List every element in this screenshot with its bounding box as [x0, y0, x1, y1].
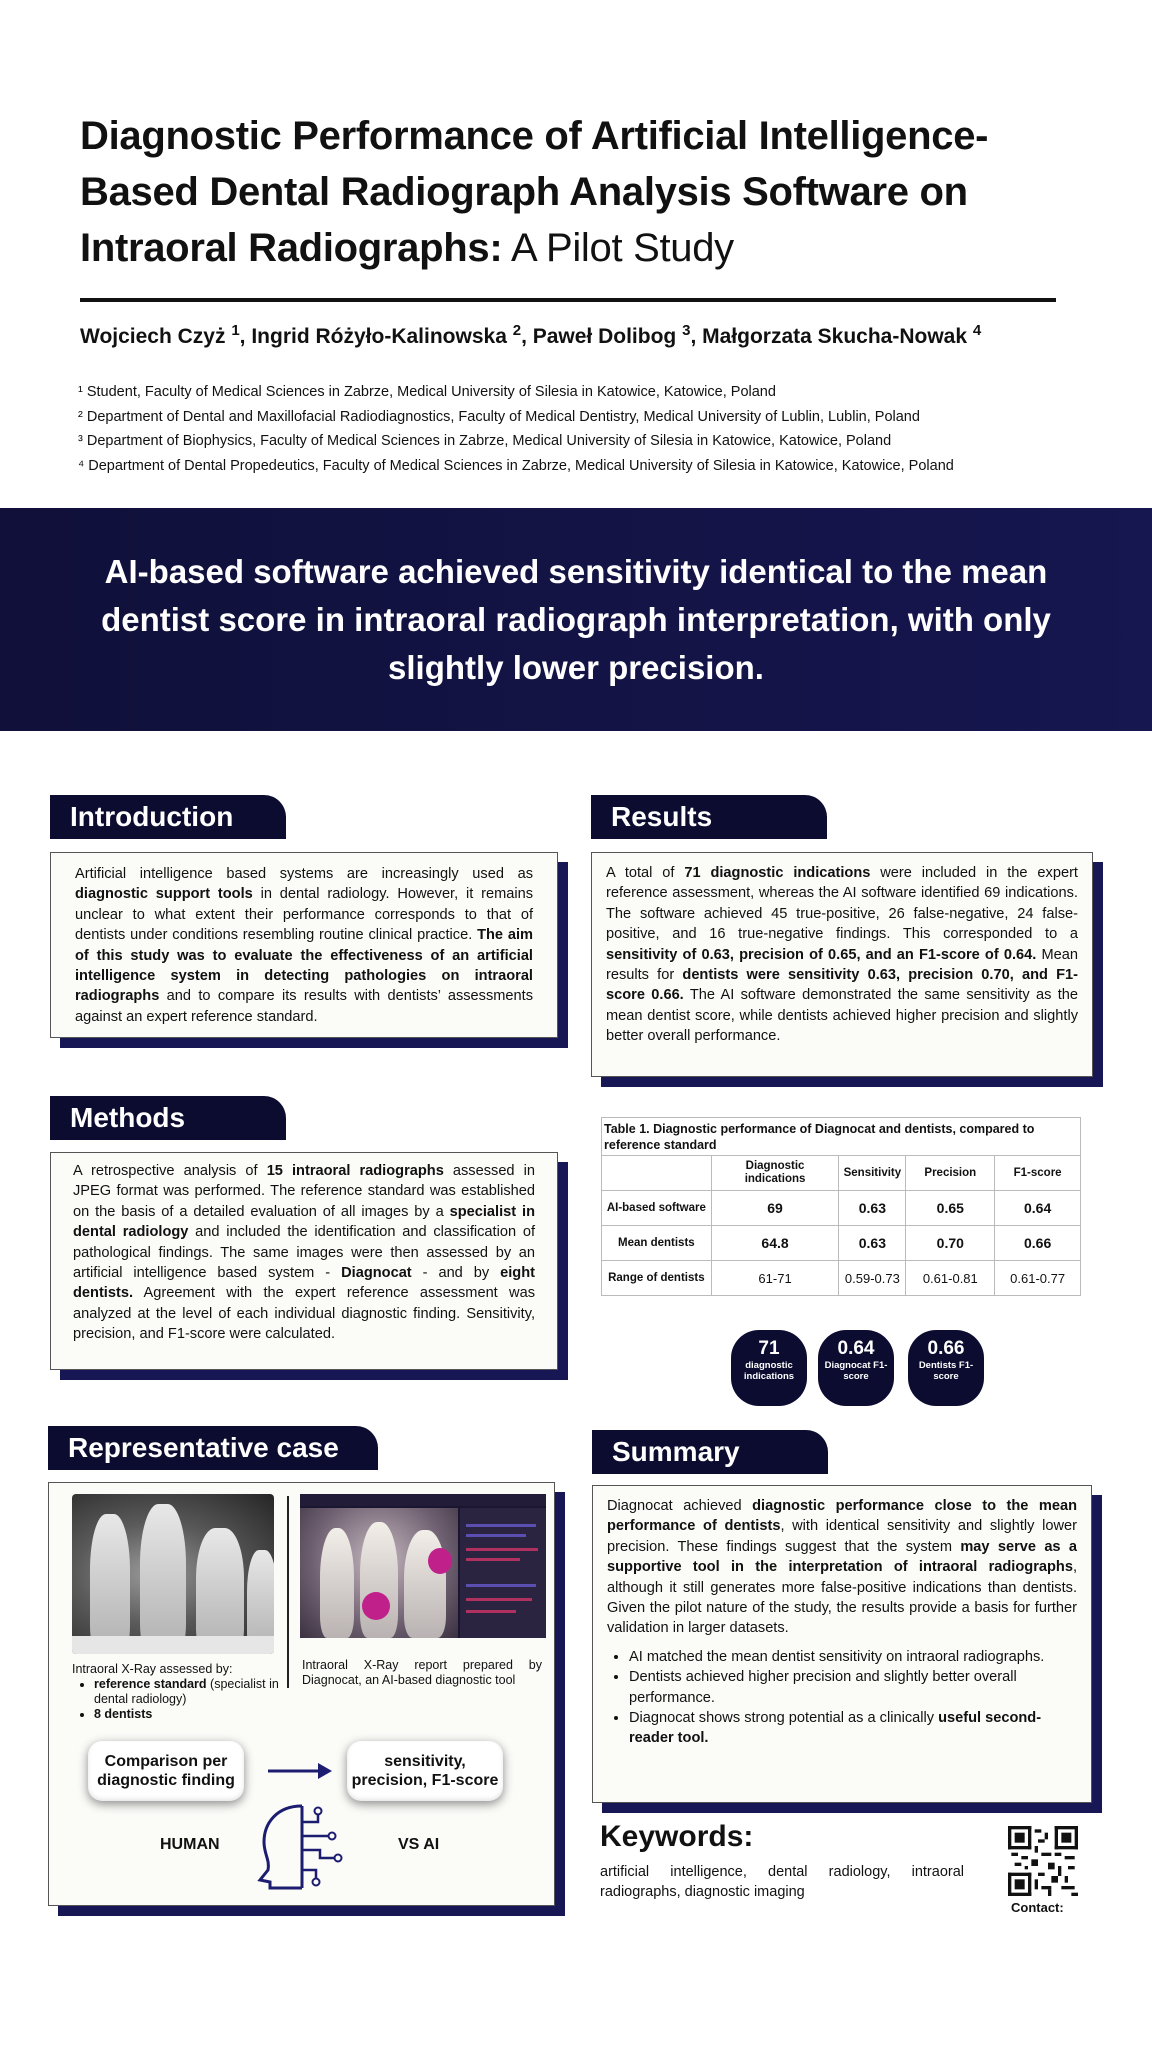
key-message-banner [0, 508, 1152, 731]
author-sup: 2 [512, 322, 522, 339]
table-row [602, 1261, 1081, 1296]
table-caption: Table 1. Diagnostic performance of Diagnocat and dentists, compared to reference standard [601, 1117, 1081, 1155]
caption-bold: reference standard [94, 1677, 207, 1691]
table-row-label: AI-based software [602, 1191, 712, 1226]
table-row [602, 1226, 1081, 1261]
table-row-label: Range of dentists [602, 1261, 712, 1296]
stat-value: 71 [758, 1338, 780, 1359]
caption-intro: Intraoral X-Ray assessed by: [72, 1662, 233, 1676]
caption-original-xray [72, 1662, 288, 1722]
methods-bold: 15 intraoral radiographs [266, 1163, 444, 1179]
caption-diagnocat-report: Intraoral X-Ray report prepared by Diagnocat, an AI-based diagnostic tool [302, 1658, 542, 1687]
table-cell: 0.64 [995, 1191, 1081, 1226]
results-card [591, 852, 1093, 1077]
contact-label: Contact: [1011, 1900, 1064, 1915]
results-bold: dentists were sensitivity 0.63, precision 0.70, and F1-score 0.66. [606, 967, 1078, 1004]
caption-list-item [94, 1677, 288, 1707]
bullet-text: Diagnocat shows strong potential as a clinically [629, 1710, 939, 1727]
methods-text: - and by [411, 1265, 501, 1282]
methods-card [50, 1152, 558, 1370]
author-separator: , [521, 325, 533, 348]
results-table [601, 1117, 1081, 1296]
affiliation-item: ² Department of Dental and Maxillofacial Radiodiagnostics, Faculty of Medical Dentistry, Medical University of Lublin, Lublin, Poland [78, 408, 920, 425]
results-text: A total of [606, 865, 685, 881]
intro-text: and to compare its results with dentists’ assessments against an expert reference standard. [75, 988, 533, 1025]
bullet-bold: useful second-reader tool. [629, 1710, 1042, 1747]
poster-title [80, 108, 1080, 276]
introduction-heading: Introduction [50, 795, 286, 839]
table-header-cell: Sensitivity [839, 1156, 906, 1191]
methods-heading: Methods [50, 1096, 286, 1140]
affiliation-item: ¹ Student, Faculty of Medical Sciences in Zabrze, Medical University of Silesia in Katowice, Katowice, Poland [78, 384, 776, 400]
stat-badge-diagnocat-f1 [818, 1330, 894, 1406]
summary-bullet: • Dentists achieved higher precision and slightly better overall performance. [629, 1667, 1077, 1708]
table-header-cell: F1-score [995, 1156, 1081, 1191]
results-bold: sensitivity of 0.63, precision of 0.65, and an F1-score of 0.64. [606, 946, 1037, 963]
qr-code-icon[interactable] [1008, 1826, 1078, 1896]
intro-text: Artificial intelligence based systems are increasingly used as [75, 866, 533, 882]
comparison-pill: Comparison per diagnostic finding [88, 1741, 244, 1801]
author-separator: , [239, 325, 252, 348]
results-text: The AI software demonstrated the same sensitivity as the mean dentist score, while dentists achieved higher precision and slightly better overall performance. [606, 987, 1078, 1045]
keywords-heading: Keywords: [600, 1820, 754, 1853]
table-cell: 0.61-0.81 [906, 1261, 995, 1296]
table-cell: 61-71 [711, 1261, 839, 1296]
table-cell: 0.66 [995, 1226, 1081, 1261]
stat-value: 0.66 [927, 1338, 965, 1359]
summary-bullets [629, 1647, 1077, 1749]
xray-image-original [72, 1494, 274, 1654]
stat-label: Diagnocat F1-score [824, 1360, 888, 1382]
keywords-text: artificial intelligence, dental radiology, intraoral radiographs, diagnostic imaging [600, 1864, 964, 1900]
introduction-card [50, 852, 558, 1038]
author-sup: 3 [682, 322, 691, 339]
methods-bold: eight dentists. [73, 1265, 535, 1302]
author-name: Małgorzata Skucha-Nowak [702, 325, 968, 348]
human-ai-head-icon [256, 1800, 348, 1890]
summary-text: , with identical sensitivity and slightly lower precision. These findings suggest that the system [607, 1518, 1077, 1555]
results-text: were included in the expert reference assessment, whereas the AI software identified 69 indications. The software achieved 45 true-positive, 26 false-negative, 24 false-positive, and 16 true-negative findings. This corresponded to a [606, 865, 1078, 943]
human-label: HUMAN [160, 1836, 220, 1853]
summary-paragraph [607, 1496, 1077, 1639]
caption-text: (specialist in dental radiology) [94, 1677, 279, 1706]
summary-text: Diagnocat achieved [607, 1498, 753, 1514]
table-row-label: Mean dentists [602, 1226, 712, 1261]
table-header-cell [602, 1156, 712, 1191]
affiliation-item: ⁴ Department of Dental Propedeutics, Faculty of Medical Sciences in Zabrze, Medical University of Silesia in Katowice, Katowice, Poland [78, 457, 954, 474]
title-bold: Diagnostic Performance of Artificial Intelligence-Based Dental Radiograph Analysis Software on Intraoral Radiographs: [80, 114, 989, 270]
arrow-right-icon [266, 1760, 334, 1782]
summary-bold: diagnostic performance close to the mean performance of dentists [607, 1498, 1077, 1535]
methods-text: A retrospective analysis of [73, 1163, 267, 1179]
intro-bold: The aim of this study was to evaluate the effectiveness of an artificial intelligence system in detecting pathologies on intraoral radiographs [75, 927, 533, 1005]
methods-text: and included the identification and classification of pathological findings. The same images were then assessed by an artificial intelligence based system - [73, 1224, 535, 1282]
stat-value: 0.64 [837, 1338, 875, 1359]
table-cell: 0.61-0.77 [995, 1261, 1081, 1296]
table-header-cell: Diagnostic indications [711, 1156, 839, 1191]
results-heading: Results [591, 795, 827, 839]
table-row [602, 1191, 1081, 1226]
table-cell: 69 [711, 1191, 839, 1226]
table-cell: 0.63 [839, 1191, 906, 1226]
table-cell: 64.8 [711, 1226, 839, 1261]
author-name: Wojciech Czyż [80, 325, 226, 348]
stat-badge-indications [731, 1330, 807, 1406]
methods-text: assessed in JPEG format was performed. The reference standard was established on the basis of a detailed evaluation of all images by a [73, 1163, 535, 1220]
author-separator: , [690, 325, 703, 348]
table-cell: 0.59-0.73 [839, 1261, 906, 1296]
table-cell: 0.63 [839, 1226, 906, 1261]
summary-card [592, 1485, 1092, 1803]
table-cell: 0.65 [906, 1191, 995, 1226]
results-bold: 71 diagnostic indications [684, 865, 871, 881]
metrics-pill: sensitivity, precision, F1-score [347, 1741, 503, 1801]
key-message-text: AI-based software achieved sensitivity identical to the mean dentist score in intraoral radiograph interpretation, with only slightly lower precision. [101, 552, 1051, 686]
title-divider [80, 298, 1056, 302]
affiliations [78, 380, 1128, 478]
stat-label: diagnostic indications [743, 1360, 795, 1382]
methods-text: Agreement with the expert reference assessment was analyzed at the level of each individual diagnostic finding. Sensitivity, precision, and F1-score were calculated. [73, 1285, 535, 1343]
author-name: Ingrid Różyło-Kalinowska [251, 325, 507, 348]
summary-bullet: • AI matched the mean dentist sensitivity on intraoral radiographs. [629, 1647, 1077, 1667]
authors-line [80, 322, 1120, 349]
author-name: Paweł Dolibog [532, 325, 677, 348]
summary-heading: Summary [592, 1430, 828, 1474]
vs-ai-label: VS AI [398, 1836, 440, 1853]
results-text: Mean results for [606, 946, 1078, 984]
caption-bold: 8 dentists [94, 1707, 153, 1721]
summary-bullet [629, 1708, 1077, 1749]
stat-label: Dentists F1-score [918, 1360, 974, 1382]
intro-bold: diagnostic support tools [75, 886, 253, 903]
title-light: A Pilot Study [502, 226, 734, 270]
caption-list-item [94, 1707, 288, 1722]
author-sup: 4 [972, 322, 982, 339]
table-header-row [602, 1156, 1081, 1191]
summary-text: , although it still generates more false-positive indications than dentists. Given the pilot nature of the study, the results provide a basis for further validation in larger datasets. [607, 1559, 1077, 1637]
intro-text: in dental radiology. However, it remains unclear to what extent their performance corresponds to that of dentists under conditions resembling routine clinical practice. [75, 886, 533, 944]
xray-image-diagnocat-report [300, 1494, 546, 1638]
summary-bold: may serve as a supportive tool in the interpretation of intraoral radiographs [607, 1538, 1077, 1576]
representative-case-heading: Representative case [48, 1426, 378, 1470]
image-divider [287, 1496, 289, 1688]
author-sup: 1 [231, 322, 240, 339]
stat-badge-dentists-f1 [908, 1330, 984, 1406]
methods-bold: specialist in dental radiology [73, 1203, 535, 1241]
methods-bold: Diagnocat [341, 1265, 412, 1282]
affiliation-item: ³ Department of Biophysics, Faculty of Medical Sciences in Zabrze, Medical University of Silesia in Katowice, Katowice, Poland [78, 433, 892, 449]
table-cell: 0.70 [906, 1226, 995, 1261]
table-header-cell: Precision [906, 1156, 995, 1191]
